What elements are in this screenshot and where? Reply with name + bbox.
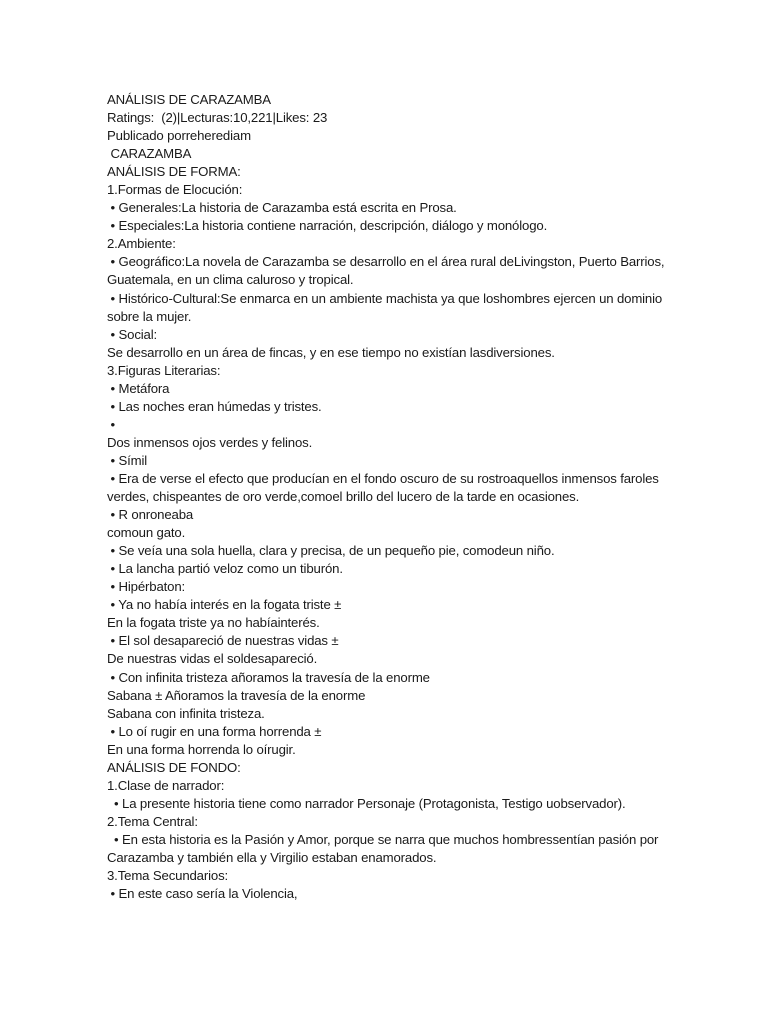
text-line: • R onroneaba (107, 507, 194, 523)
text-line: verdes, chispeantes de oro verde,comoel brillo del lucero de la tarde en ocasiones. (107, 489, 580, 505)
document-body (107, 91, 667, 903)
text-line: • Metáfora (107, 380, 170, 396)
subheading-narrador: 1.Clase de narrador: (107, 777, 225, 793)
text-line: • Geográfico:La novela de Carazamba se desarrollo en el área rural deLivingston, Puerto Barrios, (107, 254, 665, 270)
text-line: sobre la mujer. (107, 308, 192, 324)
document-title: ANÁLISIS DE CARAZAMBA (107, 92, 271, 107)
text-line: • El sol desapareció de nuestras vidas ± (107, 633, 339, 649)
text-line: Se desarrollo en un área de fincas, y en ese tiempo no existían lasdiversiones. (107, 344, 555, 360)
text-line: En la fogata triste ya no habíainterés. (107, 615, 320, 631)
text-line: • En esta historia es la Pasión y Amor, porque se narra que muchos hombressentían pasión por (107, 831, 659, 847)
text-line: • Ya no había interés en la fogata triste ± (107, 597, 342, 613)
section-heading-form: ANÁLISIS DE FORMA: (107, 164, 241, 180)
text-line: Dos inmensos ojos verdes y felinos. (107, 434, 313, 450)
text-line: • Lo oí rugir en una forma horrenda ± (107, 723, 322, 739)
text-line: • Era de verse el efecto que producían en el fondo oscuro de su rostroaquellos inmensos faroles (107, 470, 659, 486)
text-line: • Histórico-Cultural:Se enmarca en un ambiente machista ya que loshombres ejercen un dominio (107, 290, 663, 306)
text-line: Guatemala, en un clima caluroso y tropical. (107, 272, 354, 288)
text-line: En una forma horrenda lo oírugir. (107, 741, 296, 757)
text-line: • Símil (107, 452, 148, 468)
text-line: Carazamba y también ella y Virgilio estaban enamorados. (107, 849, 437, 865)
text-line: • La presente historia tiene como narrador Personaje (Protagonista, Testigo uobservador). (107, 795, 626, 811)
ratings-line: Ratings: (2)|Lecturas:10,221|Likes: 23 (107, 110, 328, 126)
subheading-elocucion: 1.Formas de Elocución: (107, 182, 243, 198)
text-line: • Con infinita tristeza añoramos la travesía de la enorme (107, 669, 430, 685)
work-title-line: CARAZAMBA (107, 146, 192, 162)
text-line: De nuestras vidas el soldesapareció. (107, 651, 318, 667)
section-heading-fondo: ANÁLISIS DE FONDO: (107, 759, 241, 775)
subheading-figuras: 3.Figuras Literarias: (107, 362, 221, 378)
text-line: • Especiales:La historia contiene narración, descripción, diálogo y monólogo. (107, 218, 548, 234)
text-line: • (107, 416, 115, 432)
text-line: • Social: (107, 326, 158, 342)
subheading-ambiente: 2.Ambiente: (107, 236, 176, 252)
text-line: Sabana ± Añoramos la travesía de la enorme (107, 687, 366, 703)
subheading-tema-central: 2.Tema Central: (107, 813, 198, 829)
text-line: • Generales:La historia de Carazamba está escrita en Prosa. (107, 200, 457, 216)
published-by-line: Publicado porreherediam (107, 128, 251, 144)
text-line: comoun gato. (107, 525, 186, 541)
text-line: • Se veía una sola huella, clara y precisa, de un pequeño pie, comodeun niño. (107, 543, 555, 559)
text-line: • Hipérbaton: (107, 579, 186, 595)
text-line: • Las noches eran húmedas y tristes. (107, 398, 322, 414)
text-line: • En este caso sería la Violencia, (107, 886, 298, 902)
subheading-tema-secundarios: 3.Tema Secundarios: (107, 868, 229, 884)
text-line: Sabana con infinita tristeza. (107, 705, 265, 721)
text-line: • La lancha partió veloz como un tiburón. (107, 561, 343, 577)
